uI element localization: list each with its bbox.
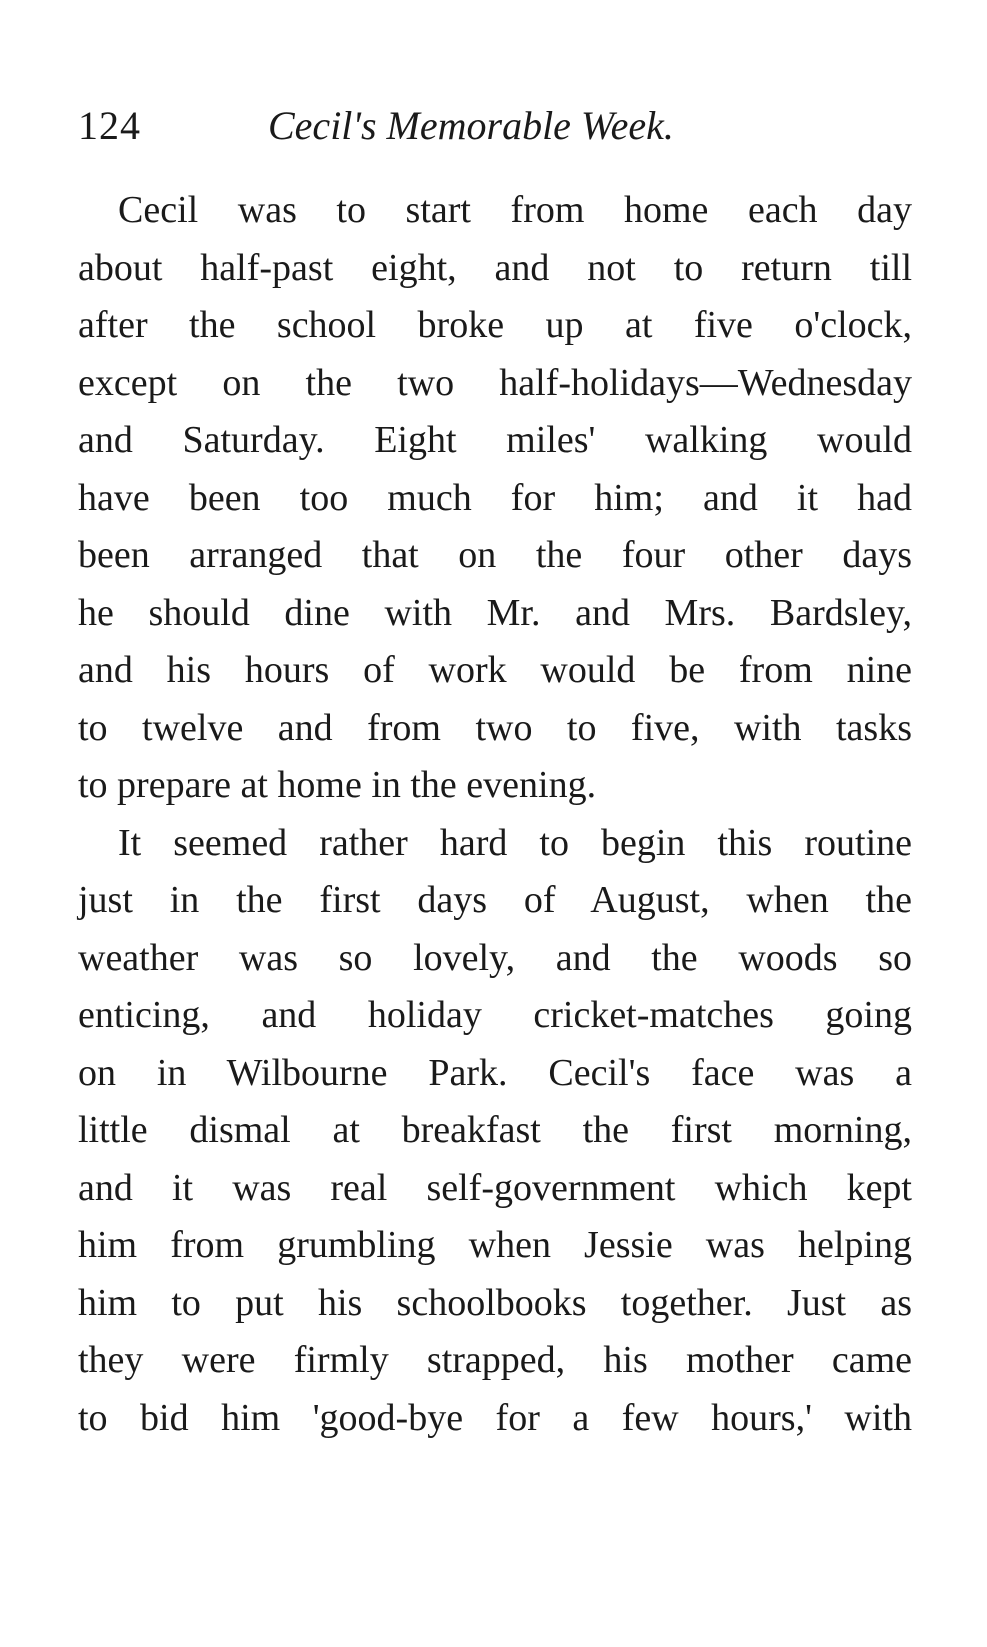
page-number: 124 xyxy=(78,103,141,148)
text-line: him to put his schoolbooks together. Just as xyxy=(78,1281,912,1324)
text-line: and his hours of work would be from nine xyxy=(78,649,912,691)
text-line: just in the first days of August, when the xyxy=(78,879,912,921)
text-line: they were firmly strapped, his mother came xyxy=(78,1339,912,1381)
text-line: except on the two half-holidays—Wednesday xyxy=(78,361,912,404)
text-line: to twelve and from two to five, with tasks xyxy=(78,706,912,749)
text-line: It seemed rather hard to begin this routine xyxy=(118,821,912,864)
text-line: on in Wilbourne Park. Cecil's face was a xyxy=(78,1051,912,1094)
text-line: have been too much for him; and it had xyxy=(78,476,912,519)
running-head xyxy=(78,102,878,162)
paragraph-2 xyxy=(78,815,912,1448)
text-line: to bid him 'good-bye for a few hours,' with xyxy=(78,1396,912,1439)
text-line: been arranged that on the four other days xyxy=(78,534,912,576)
text-line: enticing, and holiday cricket-matches going xyxy=(78,994,912,1036)
text-line: little dismal at breakfast the first morning, xyxy=(78,1109,912,1151)
text-line: about half-past eight, and not to return till xyxy=(78,246,912,289)
text-line: him from grumbling when Jessie was helping xyxy=(78,1224,912,1266)
text-line: and Saturday. Eight miles' walking would xyxy=(78,419,912,461)
text-line: and it was real self-government which kept xyxy=(78,1166,912,1209)
text-line: weather was so lovely, and the woods so xyxy=(78,936,912,979)
text-line: to prepare at home in the evening. xyxy=(78,764,597,806)
text-line: he should dine with Mr. and Mrs. Bardsley, xyxy=(78,591,912,634)
body-text xyxy=(78,182,912,1447)
paragraph-1 xyxy=(78,182,912,815)
running-title: Cecil's Memorable Week. xyxy=(268,103,674,148)
text-line: after the school broke up at five o'clock, xyxy=(78,304,912,346)
text-line: Cecil was to start from home each day xyxy=(118,189,912,231)
